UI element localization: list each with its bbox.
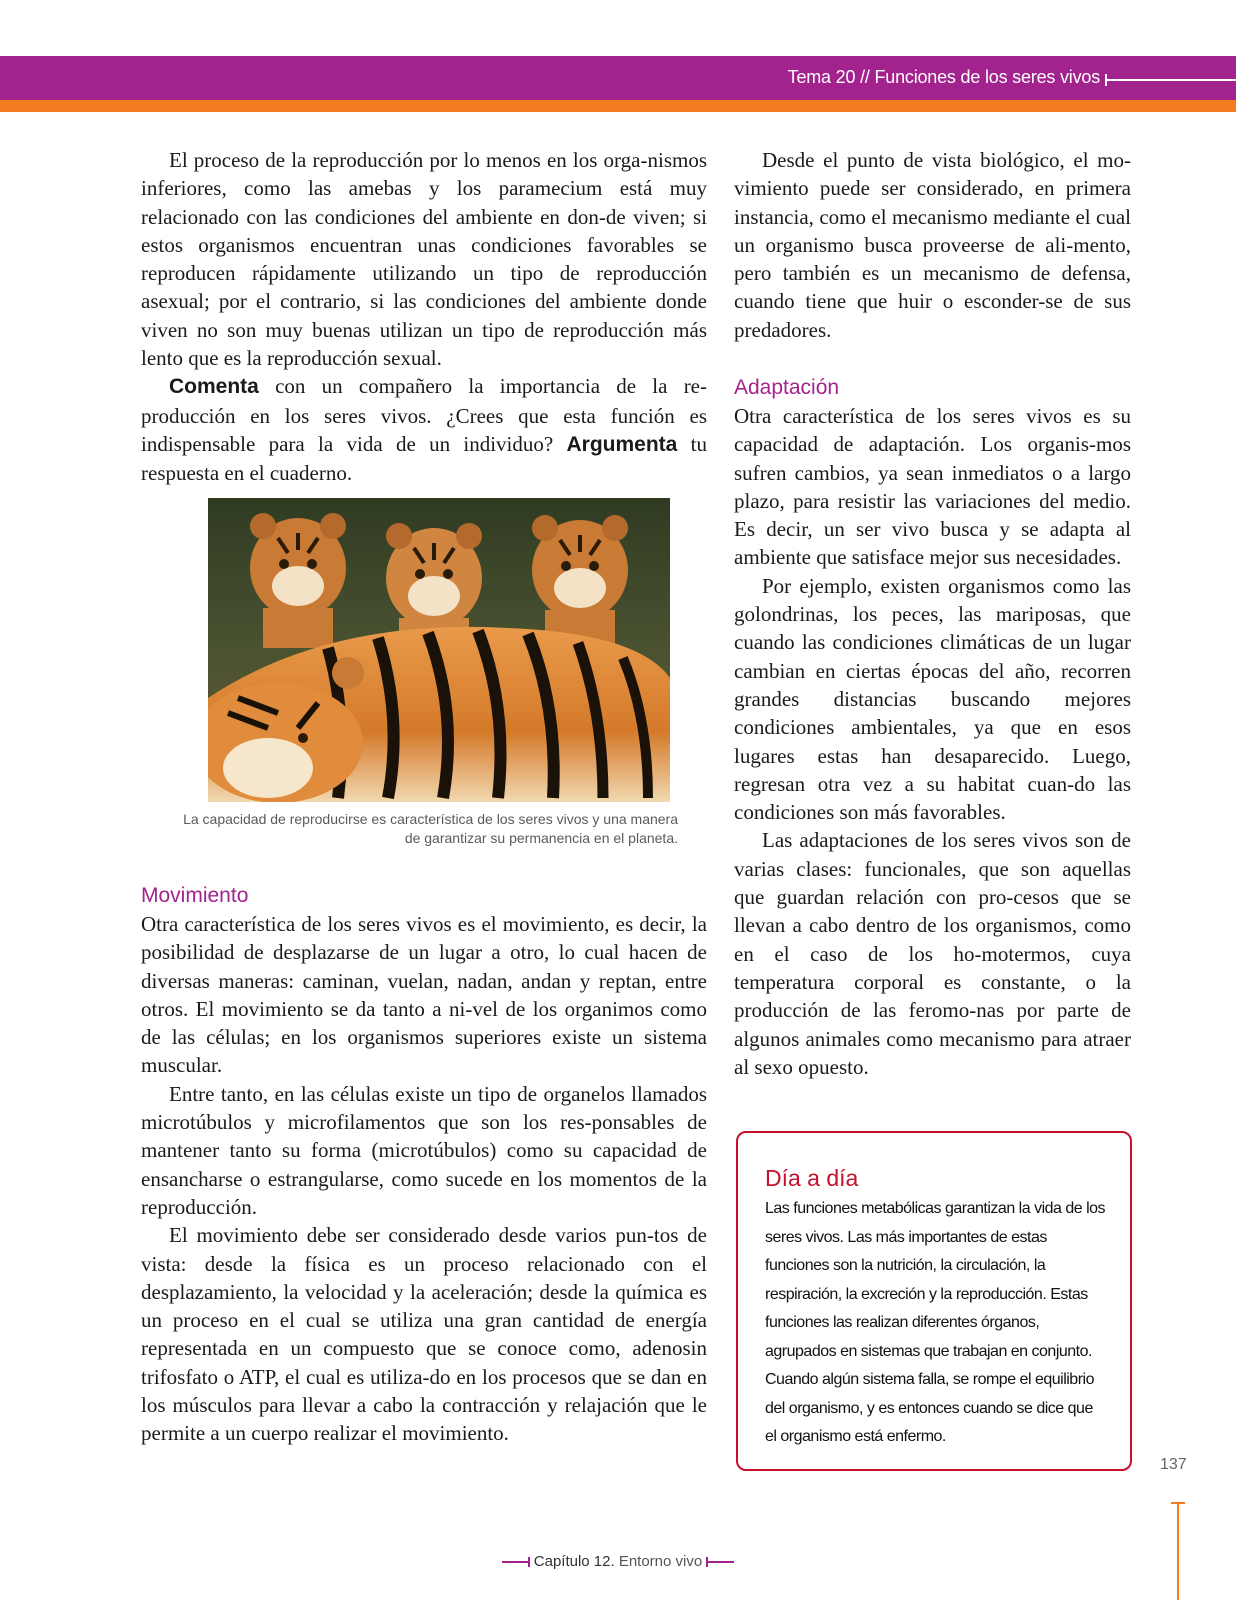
side-rule [1177, 1504, 1179, 1600]
bold-comenta: Comenta [169, 375, 259, 399]
chapter-footer [0, 1553, 1236, 1570]
paragraph-reproduccion: El proceso de la reproducción por lo menos en los orga-nismos inferiores, como las amebas y los paramecium está muy relacionado con las condiciones del ambiente en don-de viven; si estos organismos encuentran unas condiciones favorables se reproducen rápidamente utilizando un tipo de reproducción asexual; por el contrario, si las condiciones del ambiente donde viven no son muy buenas utilizan un tipo de reproducción más lento que es la reproducción sexual. [141, 148, 707, 371]
left-column-bottom [141, 882, 707, 1448]
footer-dash-right [706, 1561, 734, 1563]
dia-a-dia-text: Las funciones metabólicas garantizan la vida de los seres vivos. Las más importantes de estas funciones son la nutrición, la circulación, la respiración, la excreción y la reproducción. Estas funciones las realizan diferentes órganos, agrupados en sistemas que trabajan en conjunto. Cuando algún sistema falla, se rompe el equilibrio del organismo, y es entonces cuando se dice que el organismo está enfermo. [765, 1200, 1106, 1445]
bold-argumenta: Argumenta [566, 432, 678, 456]
left-column-top [141, 146, 707, 488]
footer-chapter-number: Capítulo 12. [533, 1553, 615, 1570]
section-title-adaptacion: Adaptación [734, 376, 840, 399]
paragraph-movimiento-2: Entre tanto, en las células existe un tipo de organelos llamados microtúbulos y microfilamentos que son los res-ponsables de mantener tanto su forma (microtúbulos) como su capacidad de ensancharse o estrangularse, como sucede en los momentos de la reproducción. [141, 1081, 707, 1219]
paragraph-comenta-text-2: tu respuesta en el cuaderno. [141, 431, 707, 486]
paragraph-movimiento-1: Otra característica de los seres vivos es el movimiento, es decir, la posibilidad de desplazarse de un lugar a otro, lo cual hacen de diversas maneras: caminan, vuelan, nadan, andan y reptan, entre otros. El movimiento se da tanto a ni-vel de los organimos como de las células; en los organismos superiores existe un sistema muscular. [141, 912, 707, 1078]
photo-caption: La capacidad de reproducirse es característica de los seres vivos y una manera de garantizar su permanencia en el planeta. [183, 811, 678, 846]
paragraph-adaptacion-1: Otra característica de los seres vivos es su capacidad de adaptación. Los organis-mos sufren cambios, ya sean inmediatos o a largo plazo, para resistir las variaciones del medio. Es decir, un ser vivo busca y se adapta al ambiente que satisface mejor sus necesidades. [734, 404, 1131, 570]
right-column-adaptacion [734, 374, 1131, 1081]
paragraph-adaptacion-3: Las adaptaciones de los seres vivos son de varias clases: funcionales, que son aquellas que guardan relación con pro-cesos que se llevan a cabo dentro de los organismos, como en el caso de los ho-motermos, cuya temperatura corporal es constante, o la producción de las feromo-nas por parte de algunos animales como mecanismo para atraer al sexo opuesto. [734, 828, 1131, 1079]
paragraph-adaptacion-2: Por ejemplo, existen organismos como las golondrinas, los peces, las mariposas, que cuando las condiciones climáticas de un lugar cambian en ciertas épocas del año, recorren grandes distancias buscando mejores condiciones ambientales, ya que en esos lugares estas han desaparecido. Luego, regresan otra vez a su habitat cuan-do las condiciones son más favorables. [734, 573, 1131, 825]
running-header-title: Tema 20 // Funciones de los seres vivos [787, 67, 1100, 87]
paragraph-comenta-text-1: con un compañero la importancia de la re-producción en los seres vivos. ¿Crees que esta función es indispensable para la vida de un individuo? [141, 374, 707, 456]
cub-left [250, 513, 346, 648]
footer-chapter-name: Entorno vivo [618, 1553, 703, 1570]
dia-a-dia-box [736, 1131, 1132, 1471]
footer-dash-left [502, 1561, 530, 1563]
paragraph-comenta [141, 372, 707, 487]
header-accent-stripe [0, 100, 1236, 112]
tiger-photo-illustration [208, 498, 670, 802]
section-title-movimiento: Movimiento [141, 884, 249, 907]
dia-a-dia-title: Día a día [765, 1165, 859, 1191]
page-number: 137 [1160, 1456, 1187, 1473]
header-rule [1107, 79, 1236, 81]
right-column-top [734, 146, 1131, 344]
paragraph-movimiento-biologico: Desde el punto de vista biológico, el mo-vimiento puede ser considerado, en primera instancia, como el mecanismo mediante el cual un organismo busca proveerse de ali-mento, pero también es un mecanismo de defensa, cuando tiene que huir o esconder-se de sus predadores. [734, 148, 1131, 342]
paragraph-movimiento-3: El movimiento debe ser considerado desde varios pun-tos de vista: desde la física es un proceso relacionado con el desplazamiento, la velocidad y la aceleración; desde la química es un proceso en el cual se utiliza una gran cantidad de energía representada en un compuesto que se conoce como, adenosin trifosfato o ATP, el cual es utiliza-do en los procesos que se dan en los músculos para llevar a cabo la contracción y relajación que le permite a un cuerpo realizar el movimiento. [141, 1223, 707, 1446]
cub-right [532, 515, 628, 650]
tiger-photo [208, 498, 670, 802]
